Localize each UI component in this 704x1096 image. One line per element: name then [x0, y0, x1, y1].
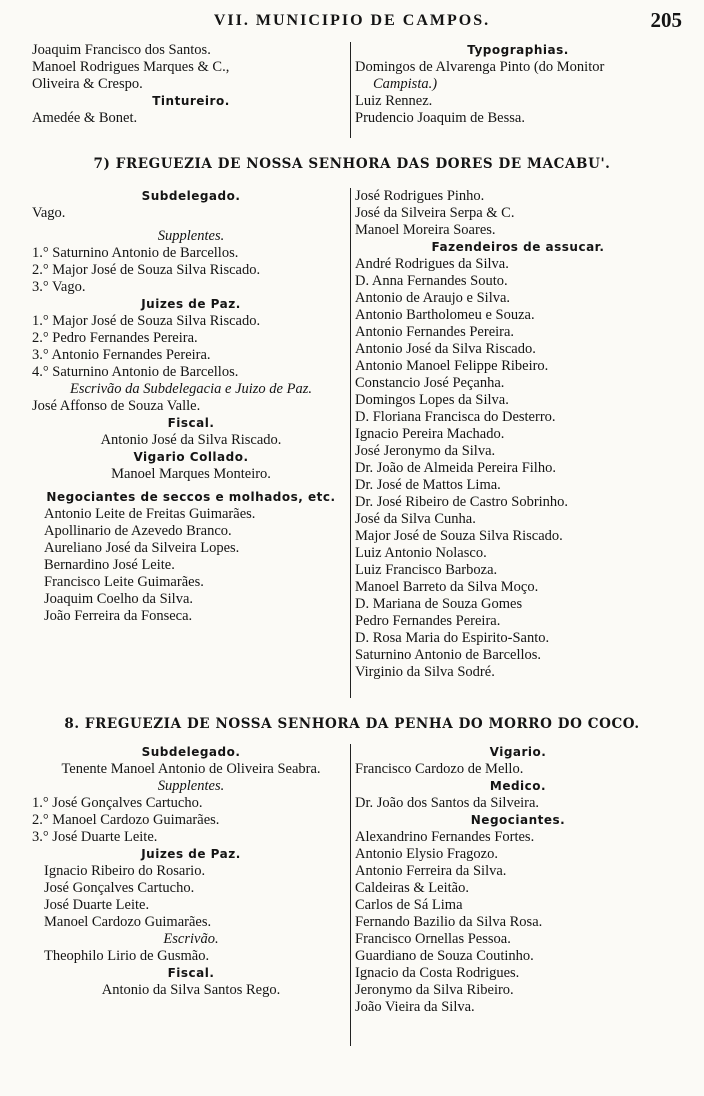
list-item: Luiz Francisco Barboza.: [355, 562, 498, 578]
section-7-left-column: [32, 188, 350, 625]
section-heading: Supplentes.: [157, 778, 225, 794]
list-item: Ignacio Pereira Machado.: [355, 426, 505, 442]
section-heading: Negociantes.: [470, 813, 566, 827]
list-item: Francisco Ornellas Pessoa.: [355, 931, 511, 947]
list-item: João Ferreira da Fonseca.: [44, 608, 193, 624]
section-7-right-column: [355, 188, 681, 681]
list-item: 2.° Major José de Souza Silva Riscado.: [32, 262, 261, 278]
section-8: [0, 744, 704, 1046]
column-divider: [350, 188, 351, 698]
section-heading: Negociantes de seccos e molhados, etc.: [46, 490, 336, 504]
list-item: 1.° José Gonçalves Cartucho.: [32, 795, 203, 811]
list-item: Antonio Elysio Fragozo.: [355, 846, 498, 862]
section-heading: Tintureiro.: [152, 94, 230, 108]
list-item: Jeronymo da Silva Ribeiro.: [355, 982, 514, 998]
list-item: D. Anna Fernandes Souto.: [355, 273, 508, 289]
section-8-right-column: [355, 744, 681, 1016]
section-heading: Fiscal.: [167, 416, 215, 430]
list-item: Constancio José Peçanha.: [355, 375, 505, 391]
list-item: Antonio José da Silva Riscado.: [100, 432, 282, 448]
list-item: 1.° Major José de Souza Silva Riscado.: [32, 313, 261, 329]
list-item: Fernando Bazilio da Silva Rosa.: [355, 914, 543, 930]
list-item: Luiz Antonio Nolasco.: [355, 545, 487, 561]
list-item: Antonio Fernandes Pereira.: [355, 324, 515, 340]
list-item: Alexandrino Fernandes Fortes.: [355, 829, 535, 845]
list-item: José da Silveira Serpa & C.: [355, 205, 515, 221]
section-8-title: 8. FREGUEZIA DE NOSSA SENHORA DA PENHA DO MORRO DO COCO.: [64, 716, 640, 732]
list-item: Manoel Moreira Soares.: [355, 222, 496, 238]
list-item: D. Mariana de Souza Gomes: [355, 596, 523, 612]
section-7: [0, 188, 704, 698]
section-heading: Juizes de Paz.: [141, 297, 241, 311]
list-item: Francisco Leite Guimarães.: [44, 574, 204, 590]
list-item: Campista.): [373, 76, 438, 92]
list-item: Joaquim Francisco dos Santos.: [32, 42, 211, 58]
list-item: João Vieira da Silva.: [355, 999, 475, 1015]
top-left-column: [32, 42, 350, 127]
list-item: José Affonso de Souza Valle.: [32, 398, 201, 414]
list-item: Manoel Rodrigues Marques & C.,: [32, 59, 230, 75]
list-item: 2.° Pedro Fernandes Pereira.: [32, 330, 198, 346]
page-number: 205: [650, 8, 682, 32]
chapter-title: VII. MUNICIPIO DE CAMPOS.: [213, 12, 491, 29]
section-7-title: 7) FREGUEZIA DE NOSSA SENHORA DAS DORES DE MACABU'.: [93, 156, 611, 172]
list-item: Aureliano José da Silveira Lopes.: [44, 540, 240, 556]
list-item: 2.° Manoel Cardozo Guimarães.: [32, 812, 220, 828]
section-heading: Fiscal.: [167, 966, 215, 980]
list-item: Luiz Rennez.: [355, 93, 433, 109]
list-item: Dr. José Ribeiro de Castro Sobrinho.: [355, 494, 569, 510]
list-item: Antonio Manoel Felippe Ribeiro.: [355, 358, 549, 374]
list-item: Francisco Cardozo de Mello.: [355, 761, 524, 777]
list-item: D. Rosa Maria do Espirito-Santo.: [355, 630, 550, 646]
list-item: Amedée & Bonet.: [32, 110, 138, 126]
list-item: Tenente Manoel Antonio de Oliveira Seabra.: [61, 761, 321, 777]
list-item: 3.° Vago.: [32, 279, 86, 295]
column-divider: [350, 744, 351, 1046]
list-item: Bernardino José Leite.: [44, 557, 175, 573]
list-item: José da Silva Cunha.: [355, 511, 476, 527]
running-header: [0, 8, 704, 36]
list-item: 1.° Saturnino Antonio de Barcellos.: [32, 245, 239, 261]
list-item: Guardiano de Souza Coutinho.: [355, 948, 534, 964]
list-item: José Rodrigues Pinho.: [355, 188, 485, 204]
list-item: Dr. José de Mattos Lima.: [355, 477, 501, 493]
list-item: Domingos de Alvarenga Pinto (do Monitor: [355, 59, 605, 75]
list-item: José Gonçalves Cartucho.: [44, 880, 195, 896]
list-item: Antonio de Araujo e Silva.: [355, 290, 511, 306]
top-right-column: [355, 42, 681, 127]
list-item: Ignacio Ribeiro do Rosario.: [44, 863, 206, 879]
list-item: Antonio da Silva Santos Rego.: [101, 982, 281, 998]
list-item: Antonio Ferreira da Silva.: [355, 863, 507, 879]
list-item: D. Floriana Francisca do Desterro.: [355, 409, 556, 425]
list-item: Antonio Bartholomeu e Souza.: [355, 307, 535, 323]
section-heading: Subdelegado.: [141, 745, 241, 759]
list-item: Dr. João dos Santos da Silveira.: [355, 795, 540, 811]
list-item: Manoel Cardozo Guimarães.: [44, 914, 212, 930]
section-heading: Fazendeiros de assucar.: [431, 240, 605, 254]
section-heading: Juizes de Paz.: [141, 847, 241, 861]
list-item: José Jeronymo da Silva.: [355, 443, 496, 459]
list-item: Vago.: [32, 205, 66, 221]
list-item: 4.° Saturnino Antonio de Barcellos.: [32, 364, 239, 380]
list-item: Apollinario de Azevedo Branco.: [44, 523, 232, 539]
list-item: Dr. João de Almeida Pereira Filho.: [355, 460, 556, 476]
list-item: Ignacio da Costa Rodrigues.: [355, 965, 520, 981]
section-heading: Subdelegado.: [141, 189, 241, 203]
section-heading: Medico.: [489, 779, 547, 793]
list-item: Joaquim Coelho da Silva.: [44, 591, 194, 607]
list-item: José Duarte Leite.: [44, 897, 150, 913]
list-item: Pedro Fernandes Pereira.: [355, 613, 501, 629]
list-item: Prudencio Joaquim de Bessa.: [355, 110, 525, 126]
section-heading: Escrivão da Subdelegacia e Juizo de Paz.: [69, 381, 312, 397]
list-item: Major José de Souza Silva Riscado.: [355, 528, 563, 544]
column-divider: [350, 42, 351, 138]
list-item: 3.° Antonio Fernandes Pereira.: [32, 347, 211, 363]
list-item: Caldeiras & Leitão.: [355, 880, 469, 896]
list-item: Antonio Leite de Freitas Guimarães.: [44, 506, 256, 522]
list-item: Oliveira & Crespo.: [32, 76, 143, 92]
list-item: Theophilo Lirio de Gusmão.: [44, 948, 210, 964]
list-item: Manoel Marques Monteiro.: [111, 466, 271, 482]
list-item: Domingos Lopes da Silva.: [355, 392, 509, 408]
section-heading: Supplentes.: [157, 228, 225, 244]
list-item: Carlos de Sá Lima: [355, 897, 463, 913]
list-item: André Rodrigues da Silva.: [355, 256, 509, 272]
list-item: Saturnino Antonio de Barcellos.: [355, 647, 542, 663]
list-item: 3.° José Duarte Leite.: [32, 829, 158, 845]
section-heading: Escrivão.: [163, 931, 219, 947]
list-item: Virginio da Silva Sodré.: [355, 664, 495, 680]
section-heading: Vigario.: [489, 745, 547, 759]
list-item: Antonio José da Silva Riscado.: [355, 341, 536, 357]
continued-listing: [0, 42, 704, 138]
list-item: Manoel Barreto da Silva Moço.: [355, 579, 539, 595]
section-8-left-column: [32, 744, 350, 999]
section-heading: Typographias.: [467, 43, 569, 57]
section-heading: Vigario Collado.: [133, 450, 249, 464]
